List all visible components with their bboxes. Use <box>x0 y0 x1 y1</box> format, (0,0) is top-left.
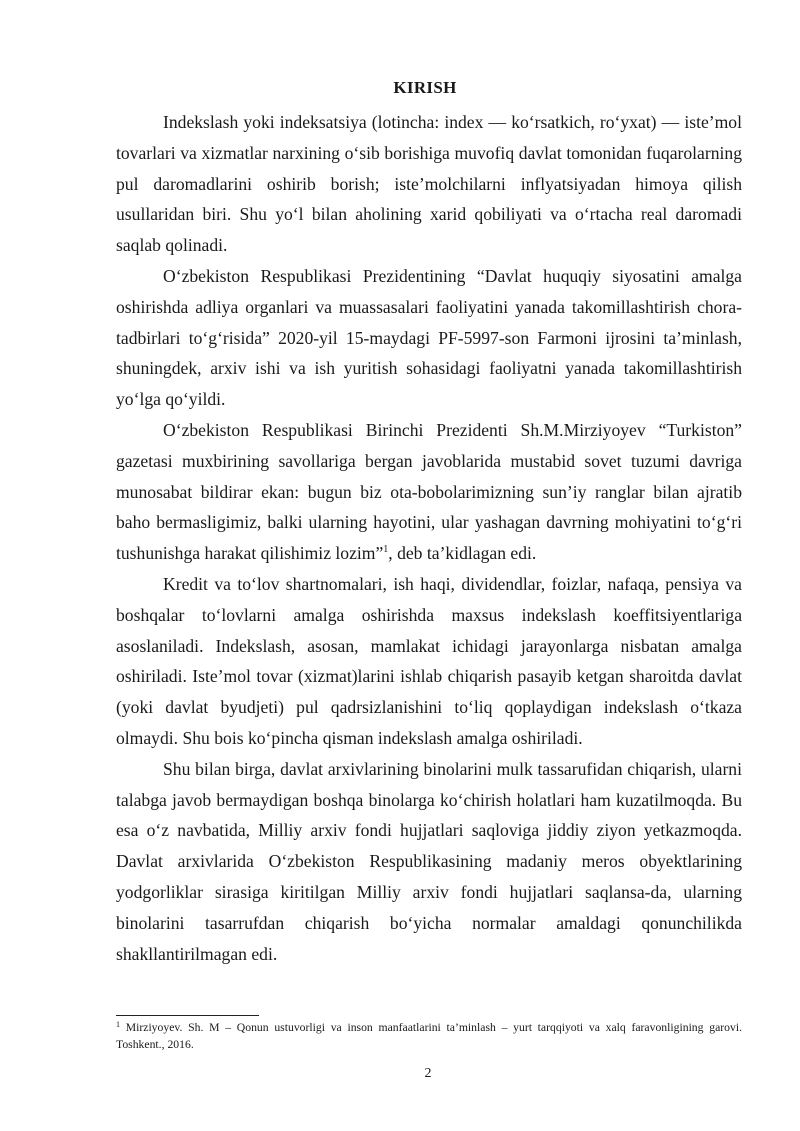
footnote-reference[interactable]: 1 <box>383 544 389 556</box>
body-text <box>116 107 742 969</box>
paragraph-5: Shu bilan birga, davlat arxivlarining binolarini mulk tassarufidan chiqarish, ularni talabga javob bermaydigan boshqa binolarga ko‘chirish holatlari ham kuzatilmoqda. Bu esa o‘z navbatida, Milliy arxiv fondi hujjatlari saqloviga jiddiy ziyon yetkazmoqda. Davlat arxivlarida O‘zbekiston Respublikasining madaniy meros obyektlarining yodgorliklar sirasiga kiritilgan Milliy arxiv fondi hujjatlari saqlansa-da, ularning binolarini tasarrufdan chiqarish bo‘yicha normalar amaldagi qonunchilikda shakllantirilmagan edi. <box>116 758 742 964</box>
paragraph-3-text: O‘zbekiston Respublikasi Birinchi Prezidenti Sh.M.Mirziyoyev “Turkiston” gazetasi muxbirining savollariga bergan javoblarida mustabid sovet tuzumi davriga munosabat bildirar ekan: bugun biz ota-bobolarimizning sun’iy ranglar bilan ajratib baho bermasligimiz, balki ularning hayotini, ular yashagan davrning mohiyatini to‘g‘ri tushunishga harakat qilishimiz lozim” <box>116 419 742 564</box>
paragraph-1: Indekslash yoki indeksatsiya (lotincha: index — ko‘rsatkich, ro‘yxat) — iste’mol tovarlari va xizmatlar narxining o‘sib borishiga muvofiq davlat tomonidan fuqarolarning pul daromadlarini oshirib borish; iste’molchilarni inflyatsiyadan himoya qilish usullaridan biri. Shu yo‘l bilan aholining xarid qobiliyati va o‘rtacha real daromadi saqlab qolinadi. <box>116 112 742 256</box>
paragraph-4: Kredit va to‘lov shartnomalari, ish haqi, dividendlar, foizlar, nafaqa, pensiya va boshqalar to‘lovlarni amalga oshirishda maxsus indekslash koeffitsiyentlariga asoslaniladi. Indekslash, asosan, mamlakat ichidagi jarayonlarga nisbatan amalga oshiriladi. Iste’mol tovar (xizmat)larini ishlab chiqarish pasayib ketgan sharoitda davlat (yoki davlat byudjeti) pul qadrsizlanishini to‘liq qoplaydigan indekslash o‘tkaza olmaydi. Shu bois ko‘pincha qisman indekslash amalga oshiriladi. <box>116 573 742 748</box>
footnote <box>116 1020 742 1053</box>
paragraph-3-tail: , deb ta’kidlagan edi. <box>388 543 537 564</box>
footnote-separator <box>116 1015 259 1016</box>
page-number: 2 <box>424 1066 432 1081</box>
section-heading: KIRISH <box>393 78 457 97</box>
footnote-text: Mirziyoyev. Sh. M – Qonun ustuvorligi va inson manfaatlarini ta’minlash – yurt tarqqiyoti va xalq faravonligining garovi. Toshkent., 2016. <box>116 1021 742 1051</box>
footnote-number: 1 <box>116 1020 120 1029</box>
paragraph-2: O‘zbekiston Respublikasi Prezidentining “Davlat huquqiy siyosatini amalga oshirishda adliya organlari va muassasalari faoliyatini yanada takomillashtirish chora-tadbirlari to‘g‘risida” 2020-yil 15-maydagi PF-5997-son Farmoni ijrosini ta’minlash, shuningdek, arxiv ishi va ish yuritish sohasidagi faoliyatni yanada takomillashtirish yo‘lga qo‘yildi. <box>116 265 742 410</box>
paragraph-3 <box>116 415 742 569</box>
